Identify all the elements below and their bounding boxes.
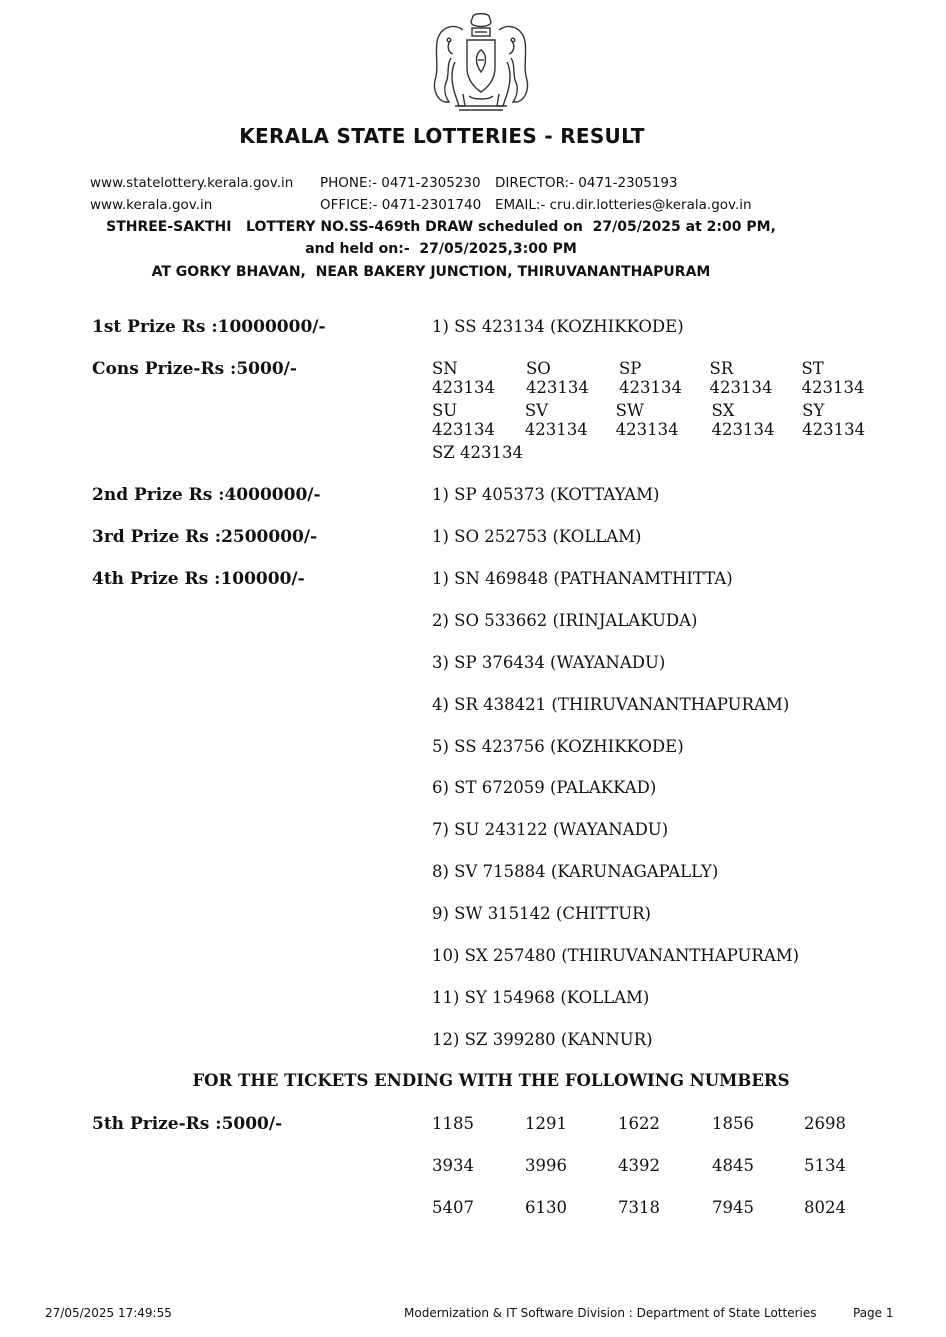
third-prize-winner: 1) SO 252753 (KOLLAM) <box>432 527 642 546</box>
ending-number: 3934 <box>432 1156 474 1175</box>
footer-timestamp: 27/05/2025 17:49:55 <box>45 1306 172 1320</box>
fourth-prize-winner: 2) SO 533662 (IRINJALAKUDA) <box>432 611 698 630</box>
first-prize-winner: 1) SS 423134 (KOZHIKKODE) <box>432 317 684 336</box>
fourth-prize-winner: 1) SN 469848 (PATHANAMTHITTA) <box>432 569 733 588</box>
ticket-number: ST 423134 <box>801 359 865 397</box>
ending-number: 5134 <box>804 1156 846 1175</box>
ticket-number: SU 423134 <box>432 401 495 439</box>
director-number: DIRECTOR:- 0471-2305193 <box>495 175 678 191</box>
fourth-prize-winner: 9) SW 315142 (CHITTUR) <box>432 904 651 923</box>
fourth-prize-winner: 7) SU 243122 (WAYANADU) <box>432 820 669 839</box>
ending-number: 4845 <box>712 1156 754 1175</box>
second-prize-label: 2nd Prize Rs :4000000/- <box>92 485 321 505</box>
ending-number: 8024 <box>804 1198 846 1217</box>
cons-prize-row <box>432 359 892 397</box>
draw-venue-line: AT GORKY BHAVAN, NEAR BAKERY JUNCTION, THIRUVANANTHAPURAM <box>151 264 711 280</box>
fourth-prize-winner: 11) SY 154968 (KOLLAM) <box>432 988 650 1007</box>
ticket-number: SY 423134 <box>802 401 866 439</box>
ticket-number: SV 423134 <box>524 401 588 439</box>
draw-info-line: STHREE-SAKTHI LOTTERY NO.SS-469th DRAW scheduled on 27/05/2025 at 2:00 PM, <box>106 219 776 235</box>
office-number: OFFICE:- 0471-2301740 <box>320 197 482 213</box>
fifth-prize-label: 5th Prize-Rs :5000/- <box>92 1114 283 1134</box>
ticket-number: SR 423134 <box>709 359 773 397</box>
ending-number: 1185 <box>432 1114 474 1133</box>
ticket-number: SW 423134 <box>615 401 679 439</box>
fourth-prize-winner: 6) ST 672059 (PALAKKAD) <box>432 778 657 797</box>
ticket-number: SP 423134 <box>618 359 682 397</box>
website-link[interactable]: www.statelottery.kerala.gov.in <box>90 175 294 191</box>
fourth-prize-winner: 12) SZ 399280 (KANNUR) <box>432 1030 653 1049</box>
ending-numbers-heading: FOR THE TICKETS ENDING WITH THE FOLLOWING NUMBERS <box>192 1071 790 1090</box>
ending-number: 4392 <box>618 1156 660 1175</box>
fourth-prize-winner: 8) SV 715884 (KARUNAGAPALLY) <box>432 862 719 881</box>
footer-page-number: Page 1 <box>853 1306 894 1320</box>
ticket-number: SZ 423134 <box>432 443 523 462</box>
fourth-prize-winner: 10) SX 257480 (THIRUVANANTHAPURAM) <box>432 946 800 965</box>
ending-number: 1856 <box>712 1114 754 1133</box>
footer-division: Modernization & IT Software Division : Department of State Lotteries <box>404 1306 817 1320</box>
fourth-prize-winner: 3) SP 376434 (WAYANADU) <box>432 653 666 672</box>
ending-number: 3996 <box>525 1156 567 1175</box>
cons-prize-row <box>432 401 892 439</box>
first-prize-label: 1st Prize Rs :10000000/- <box>92 317 326 337</box>
ticket-number: SX 423134 <box>711 401 775 439</box>
ending-number: 5407 <box>432 1198 474 1217</box>
draw-info-line: and held on:- 27/05/2025,3:00 PM <box>305 241 577 257</box>
kerala-emblem-icon <box>425 10 537 118</box>
fourth-prize-winner: 4) SR 438421 (THIRUVANANTHAPURAM) <box>432 695 790 714</box>
ending-number: 7318 <box>618 1198 660 1217</box>
ending-number: 6130 <box>525 1198 567 1217</box>
fourth-prize-label: 4th Prize Rs :100000/- <box>92 569 305 589</box>
ending-number: 1291 <box>525 1114 567 1133</box>
ticket-number: SN 423134 <box>432 359 495 397</box>
second-prize-winner: 1) SP 405373 (KOTTAYAM) <box>432 485 660 504</box>
third-prize-label: 3rd Prize Rs :2500000/- <box>92 527 318 547</box>
page-title: KERALA STATE LOTTERIES - RESULT <box>239 124 645 148</box>
ending-number: 2698 <box>804 1114 846 1133</box>
ticket-number: SO 423134 <box>525 359 589 397</box>
phone-number: PHONE:- 0471-2305230 <box>320 175 481 191</box>
cons-prize-label: Cons Prize-Rs :5000/- <box>92 359 297 379</box>
website-link[interactable]: www.kerala.gov.in <box>90 197 213 213</box>
email-link[interactable]: EMAIL:- cru.dir.lotteries@kerala.gov.in <box>495 197 752 213</box>
fourth-prize-winner: 5) SS 423756 (KOZHIKKODE) <box>432 737 684 756</box>
ending-number: 1622 <box>618 1114 660 1133</box>
ending-number: 7945 <box>712 1198 754 1217</box>
